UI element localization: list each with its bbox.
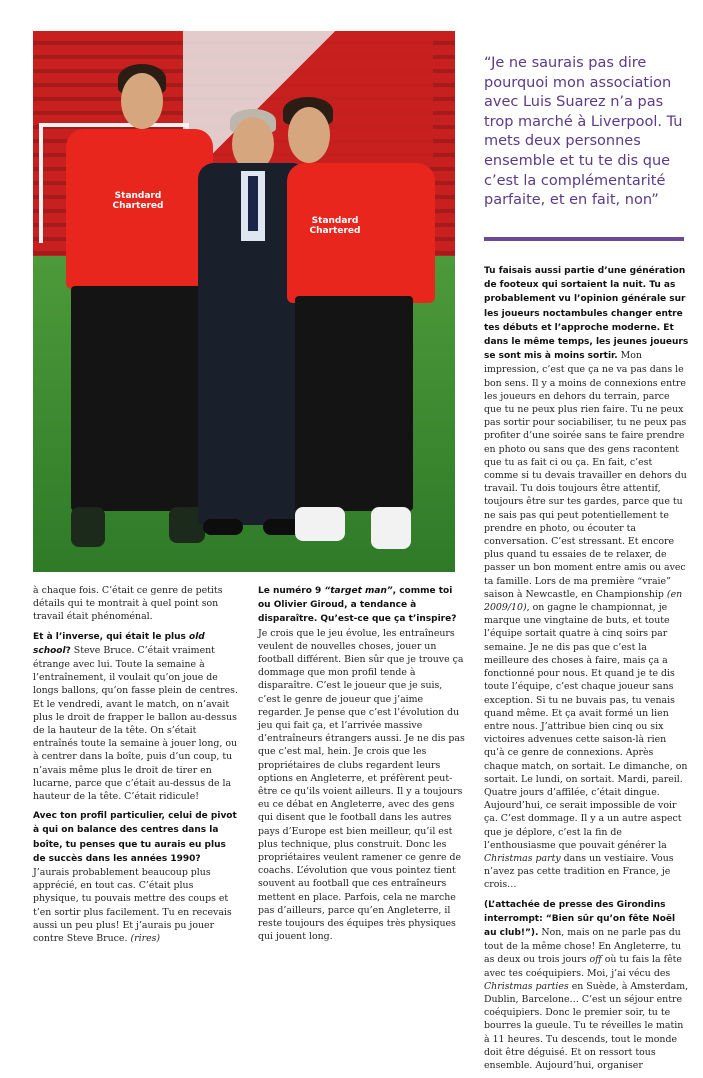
article-column-3 [484,264,689,1078]
player-left-pants [71,286,206,511]
article-photo [33,31,455,572]
paragraph: à chaque fois. C’était ce genre de petits détails qui te montrait à quel point son travail était phénoménal. [33,585,223,623]
question: Avec ton profil particulier, celui de pivot à qui on balance des centres dans la boîte, tu penses que tu aurais eu plus de succès dans les années 1990? [33,811,237,864]
sponsor-logo-left: Standard Chartered [112,191,164,211]
question: Le numéro 9 “target man”, comme toi ou Olivier Giroud, a tendance à disparaître. Qu’est-ce que ça t’inspire? [258,586,457,625]
qa-block [484,898,689,1073]
player-right-head [288,107,330,163]
sponsor-logo-right: Standard Chartered [309,216,361,236]
manager-shoe-left [203,519,243,535]
player-right-shoe-right [371,507,411,549]
player-left-shoe-left [71,507,105,547]
qa-block: Avec ton profil particulier, celui de pivot à qui on balance des centres dans la boîte, tu penses que tu aurais eu plus de succès dans les années 1990? J’aurais probablement beaucoup plus apprécié, en tout cas. C’était plus physique, tu pouvais mettre des coups et t’en sortir plus facilement. Tu en recevais aussi un peu plus! Et j’aurais pu jouer contre Steve Bruce. (rires) [33,811,237,945]
qa-block [33,630,238,804]
answer: J’aurais probablement beaucoup plus apprécié, en tout cas. C’était plus physique, tu pouvais mettre des coups et t’en sortir plus facilement. Tu en recevais aussi un peu plus! Et j’aurais pu jouer contre Steve Bruce. [33,867,232,945]
player-right-shoe-left [295,507,345,541]
player-left-head [121,73,163,129]
question: Tu faisais aussi partie d’une génération de footeux qui sortaient la nuit. Tu as probablement vu l’opinion générale sur les joueurs noctambules changer entre tes débuts et l’approche moderne. Et dans le même temps, les jeunes joueurs se sont mis à moins sortir. [484,266,689,362]
answer: Steve Bruce. C’était vraiment étrange avec lui. Toute la semaine à l’entraînement, il voulait qu’on joue de longs ballons, qu’on fasse plein de centres. Et le vendredi, avant le match, on n’avait plus le droit de frapper le ballon au-dessus de la hauteur de la tête. On s’était entraînés toute la semaine à jouer long, ou à centrer dans la boîte, puis d’un coup, tu n’avais même plus le droit de tirer en lucarne, parce que c’était au-dessus de la hauteur de la tête. C’était ridicule! [33,644,238,803]
question: (L’attachée de presse des Girondins interrompt: “Bien sûr qu’on fête Noël au club!”). [484,899,676,938]
quote-divider [484,237,684,241]
qa-block [484,264,689,892]
answer: Non, mais on ne parle pas du tout de la même chose! En Angleterre, tu as deux ou trois jours off où tu fais la fête avec tes coéquipiers. Moi, j’ai vécu des Christmas parties en Suède, à Amsterdam, Dublin, Barcelone… C’est un séjour entre coéquipiers. Donc le premier soir, tu te bourres la gueule. Tu te réveilles le matin à 11 heures. Tu descends, tout le monde doit être déguisé. Et on ressort tous ensemble. Aujourd’hui, organiser [484,926,689,1071]
article-column-1 [33,584,238,951]
question: Et à l’inverse, qui était le plus old school? [33,631,205,656]
pull-quote: “Je ne saurais pas dire pourquoi mon association avec Luis Suarez n’a pas trop marché à Liverpool. Tu mets deux personnes ensemble et tu te dis que c’est la complémentarité parfaite, et en fait, non” [484,55,683,209]
player-right-pants [295,296,413,511]
answer: Mon impression, c’est que ça ne va pas dans le bon sens. Il y a moins de connexions entre les joueurs en dehors du terrain, parce que tu ne peux plus rien faire. Tu ne peux pas sortir pour sociabiliser, tu ne peux pas profiter d’une soirée sans te faire prendre en photo ou sans que des gens racontent que tu as fait ci ou ça. En fait, c’est comme si tu devais travailler en dehors du travail. Tu dois toujours être attentif, toujours être sur tes gardes, parce que tu ne sais pas qui peut potentiellement te prendre en photo, ou écouter ta conversation. C’est stressant. Et encore plus quand tu essaies de te relaxer, de passer un bon moment entre amis ou avec ta famille. Lors de ma première “vraie” saison à Newcastle, en Championship (en 2009/10), on gagne le championnat, je marque une vingtaine de buts, et toute l’équipe sortait quatre à cinq soirs par semaine. Je ne dis pas que c’est la meilleure des choses à faire, mais ça a fonctionné pour nous. Et quand je te dis toute l’équipe, c’est chaque joueur sans exception. Si tu ne buvais pas, tu venais quand même. Et ça avait formé un lien entre nous. J’attribue bien cinq ou six victoires advenues cette saison-là rien qu’à ce genre de connexions. Après chaque match, on sortait. Le dimanche, on sortait. Le lundi, on sortait. Mardi, pareil. Quatre jours d’affilée, c’était dingue. Aujourd’hui, ce serait impossible de voir ça. C’est dommage. Il y a un autre aspect que je déplore, c’est la fin de l’enthousiasme que pouvait générer la Christmas party dans un vestiaire. Vous n’avez pas cette tradition en France, je crois… [484,350,688,891]
answer: Je crois que le jeu évolue, les entraîneurs veulent de nouvelles choses, jouer un football différent. Bien sûr que je trouve ça dommage que mon profil tende à disparaître. C’est le joueur que je suis, c’est le genre de joueur que j’aime regarder. Je pense que c’est l’évolution du jeu qui fait ça, et l’arrivée massive d’entraîneurs étrangers aussi. Je ne dis pas que c’est mal, hein. Je crois que les propriétaires de clubs regardent leurs options en Angleterre, et préfèrent peut-être ce qu’ils voient ailleurs. Il y a toujours eu ce débat en Angleterre, avec des gens qui disent que le football dans les autres pays d’Europe est bien meilleur, qu’il est plus technique, plus construit. Donc les propriétaires veulent ramener ce genre de coachs. L’évolution que vous pointez tient souvent au football que ces entraîneurs mettent en place. Parfois, cela ne marche pas d’ailleurs, parce qu’en Angleterre, il reste toujours des équipes très physiques qui jouent long. [258,627,465,943]
manager-tie [248,176,258,231]
qa-block [258,584,465,943]
